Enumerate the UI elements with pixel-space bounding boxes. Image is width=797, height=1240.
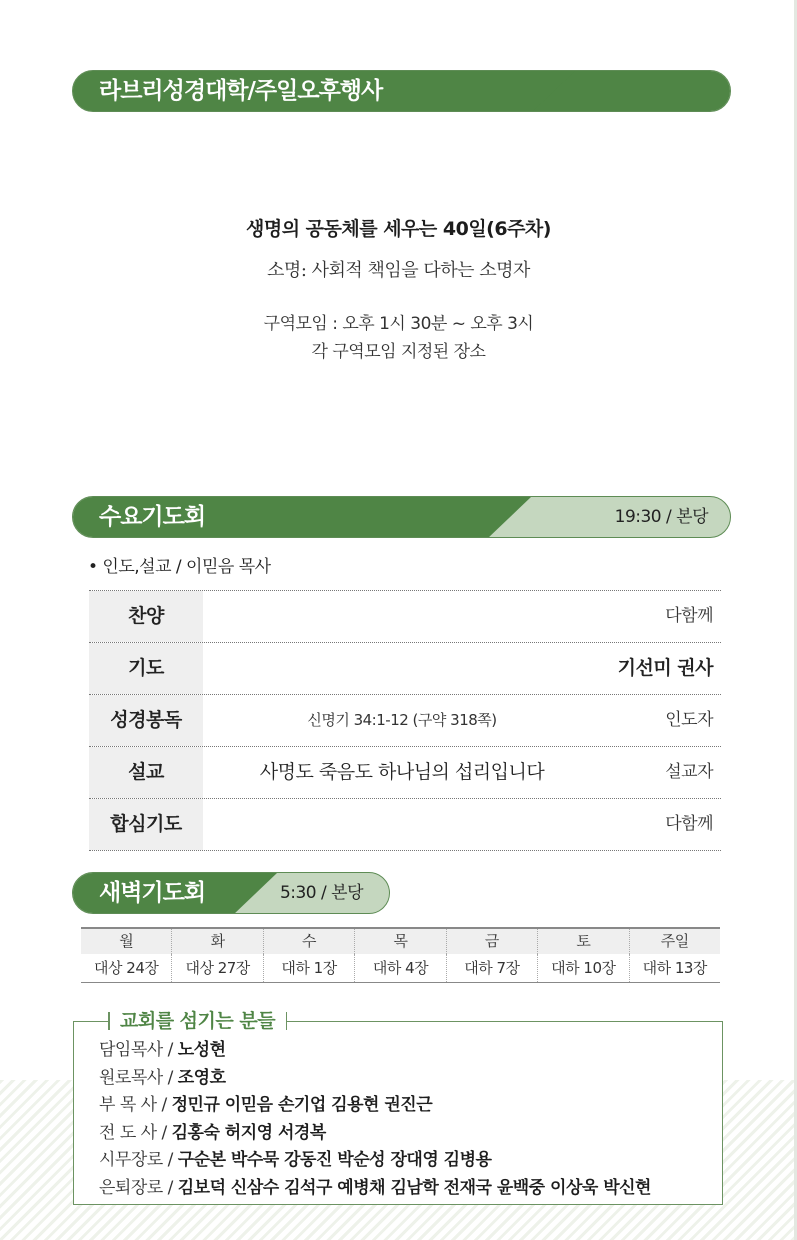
order-row: [89, 746, 721, 798]
order-person: 다함께: [665, 814, 713, 834]
title-divider: [286, 1012, 288, 1030]
schedule-reading: 대상 27장: [171, 954, 262, 982]
schedule-reading: 대하 13장: [629, 954, 720, 982]
schedule-day: 화: [171, 929, 262, 954]
staff-role: 담임목사 /: [99, 1040, 178, 1060]
section-title-dawn: 새벽기도회: [99, 880, 206, 906]
dawn-time: 5:30 / 본당: [279, 883, 363, 903]
staff-box: [73, 1021, 723, 1205]
order-row: [89, 798, 721, 851]
staff-role: 원로목사 /: [99, 1067, 178, 1088]
schedule-day: 월: [81, 929, 171, 954]
schedule-reading: 대상 24장: [94, 959, 159, 977]
title-divider: [108, 1012, 110, 1030]
staff-names: 조영호: [177, 1067, 226, 1088]
order-label: 성경봉독: [89, 695, 203, 746]
schedule-day: 수: [263, 929, 354, 954]
dawn-schedule-table: [81, 927, 720, 983]
schedule-day: 주일: [629, 929, 720, 954]
order-person: 인도자: [665, 710, 713, 730]
staff-title-text: 교회를 섬기는 분들: [120, 1010, 276, 1032]
staff-row: [99, 1175, 651, 1203]
order-label: 설교: [89, 747, 203, 798]
schedule-reading: 대하 10장: [537, 954, 628, 982]
meeting-time: 구역모임 : 오후 1시 30분 ~ 오후 3시: [263, 314, 534, 334]
wednesday-leader: • 인도,설교 / 이믿음 목사: [88, 557, 271, 577]
staff-row: [99, 1092, 651, 1120]
order-detail: 신명기 34:1-12 (구약 318쪽): [307, 711, 497, 729]
staff-row: [99, 1147, 651, 1175]
program-title: 생명의 공동체를 세우는 40일(6주차): [246, 218, 551, 240]
staff-box-title: [108, 1008, 287, 1034]
schedule-header-row: [81, 929, 720, 954]
schedule-day: 목: [354, 929, 445, 954]
order-label: 합심기도: [89, 799, 203, 850]
staff-row: [99, 1065, 651, 1093]
staff-role: 은퇴장로 /: [99, 1177, 178, 1198]
section-header-sunday: [72, 70, 731, 112]
wednesday-order: [89, 590, 721, 851]
schedule-day: 토: [537, 929, 628, 954]
program-theme: 소명: 사회적 책임을 다하는 소명자: [267, 260, 530, 281]
meeting-place: 각 구역모임 지정된 장소: [311, 342, 486, 362]
wednesday-time: 19:30 / 본당: [614, 507, 708, 527]
staff-names: 김보덕 신삼수 김석구 예병채 김남학 전재국 윤백중 이상욱 박신현: [177, 1177, 651, 1198]
staff-row: [99, 1120, 651, 1148]
order-label: 기도: [89, 643, 203, 694]
schedule-day: 금: [446, 929, 537, 954]
staff-names: 김홍숙 허지영 서경복: [171, 1122, 326, 1143]
section-title-sunday: 라브리성경대학/주일오후행사: [99, 78, 383, 104]
staff-names: 구순본 박수묵 강동진 박순성 장대영 김병용: [177, 1150, 492, 1170]
schedule-reading: 대하 4장: [354, 954, 445, 982]
schedule-reading-row: [81, 954, 720, 982]
schedule-reading: 대하 1장: [263, 954, 354, 982]
section-header-wednesday: [72, 496, 731, 538]
order-row: [89, 642, 721, 694]
order-person: 기선미 권사: [617, 657, 713, 679]
order-row: [89, 590, 721, 642]
order-label: 찬양: [89, 591, 203, 642]
staff-list: [99, 1037, 651, 1202]
section-title-wednesday: 수요기도회: [99, 504, 206, 530]
order-row: [89, 694, 721, 746]
staff-names: 노성현: [177, 1040, 226, 1060]
schedule-reading: 대하 7장: [446, 954, 537, 982]
order-person: 설교자: [665, 762, 713, 782]
staff-role: 전 도 사 /: [99, 1122, 172, 1143]
staff-role: 부 목 사 /: [99, 1095, 172, 1115]
staff-row: [99, 1037, 651, 1065]
section-header-dawn: [72, 872, 390, 914]
staff-names: 정민규 이믿음 손기업 김용현 권진근: [171, 1095, 433, 1115]
sermon-title: 사명도 죽음도 하나님의 섭리입니다: [259, 761, 545, 783]
staff-role: 시무장로 /: [99, 1150, 178, 1170]
order-person: 다함께: [665, 606, 713, 626]
